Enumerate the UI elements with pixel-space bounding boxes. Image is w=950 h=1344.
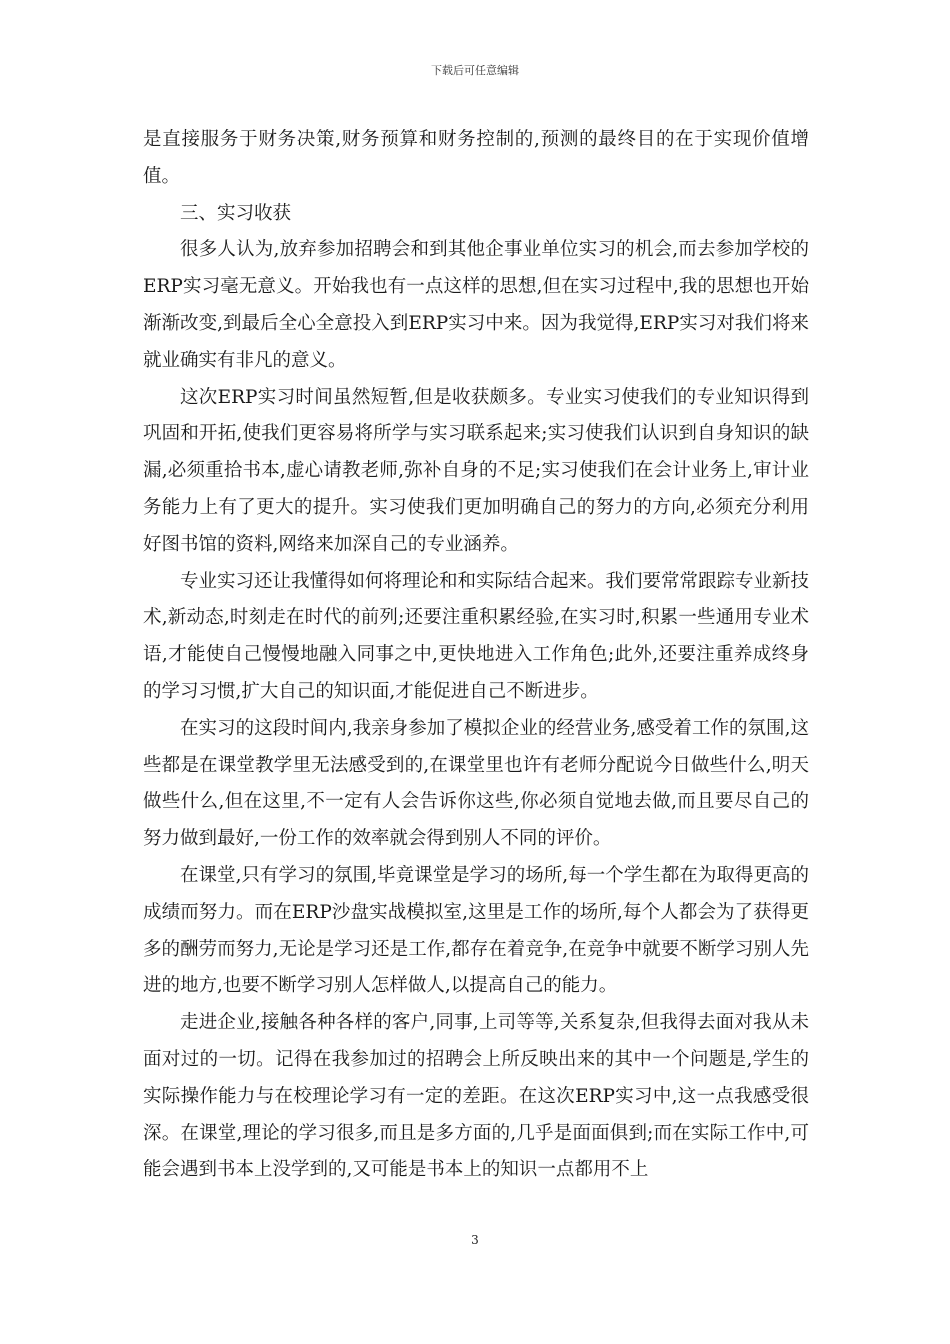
paragraph: 是直接服务于财务决策,财务预算和财务控制的,预测的最终目的在于实现价值增值。 — [143, 129, 809, 187]
paragraph: 专业实习还让我懂得如何将理论和和实际结合起来。我们要常常跟踪专业新技术,新动态,时刻走在时代的前列;还要注重积累经验,在实习时,积累一些通用专业术语,才能使自己慢慢地融入同事之中,更快地进入工作角色;此外,还要注重养成终身的学习习惯,扩大自己的知识面,才能促进自己不断进步。 — [143, 570, 810, 702]
paragraph: 很多人认为,放弃参加招聘会和到其他企事业单位实习的机会,而去参加学校的ERP实习毫无意义。开始我也有一点这样的思想,但在实习过程中,我的思想也开始渐渐改变,到最后全心全意投入到ERP实习中来。因为我觉得,ERP实习对我们将来就业确实有非凡的意义。 — [143, 239, 809, 371]
paragraph: 在课堂,只有学习的氛围,毕竟课堂是学习的场所,每一个学生都在为取得更高的成绩而努力。而在ERP沙盘实战模拟室,这里是工作的场所,每个人都会为了获得更多的酬劳而努力,无论是学习还是工作,都存在着竞争,在竞争中就要不断学习别人先进的地方,也要不断学习别人怎样做人,以提高自己的能力。 — [143, 864, 809, 997]
paragraph: 在实习的这段时间内,我亲身参加了模拟企业的经营业务,感受着工作的氛围,这些都是在课堂教学里无法感受到的,在课堂里也许有老师分配说今日做些什么,明天做些什么,但在这里,不一定有人会告诉你这些,你必须自觉地去做,而且要尽自己的努力做到最好,一份工作的效率就会得到别人不同的评价。 — [143, 717, 809, 850]
page-number: 3 — [471, 1233, 479, 1247]
page-header: 下载后可任意编辑 — [431, 64, 519, 77]
paragraph: 走进企业,接触各种各样的客户,同事,上司等等,关系复杂,但我得去面对我从未面对过的一切。记得在我参加过的招聘会上所反映出来的其中一个问题是,学生的实际操作能力与在校理论学习有一定的差距。在这次ERP实习中,这一点我感受很深。在课堂,理论的学习很多,而且是多方面的,几乎是面面俱到;而在实际工作中,可能会遇到书本上没学到的,又可能是书本上的知识一点都用不上 — [143, 1012, 809, 1181]
section-heading: 三、实习收获 — [180, 202, 292, 224]
paragraph: 这次ERP实习时间虽然短暂,但是收获颇多。专业实习使我们的专业知识得到巩固和开拓,使我们更容易将所学与实习联系起来;实习使我们认识到自身知识的缺漏,必须重拾书本,虚心请教老师,弥补自身的不足;实习使我们在会计业务上,审计业务能力上有了更大的提升。实习使我们更加明确自己的努力的方向,必须充分利用好图书馆的资料,网络来加深自己的专业涵养。 — [143, 386, 809, 555]
document-body — [143, 122, 809, 1189]
